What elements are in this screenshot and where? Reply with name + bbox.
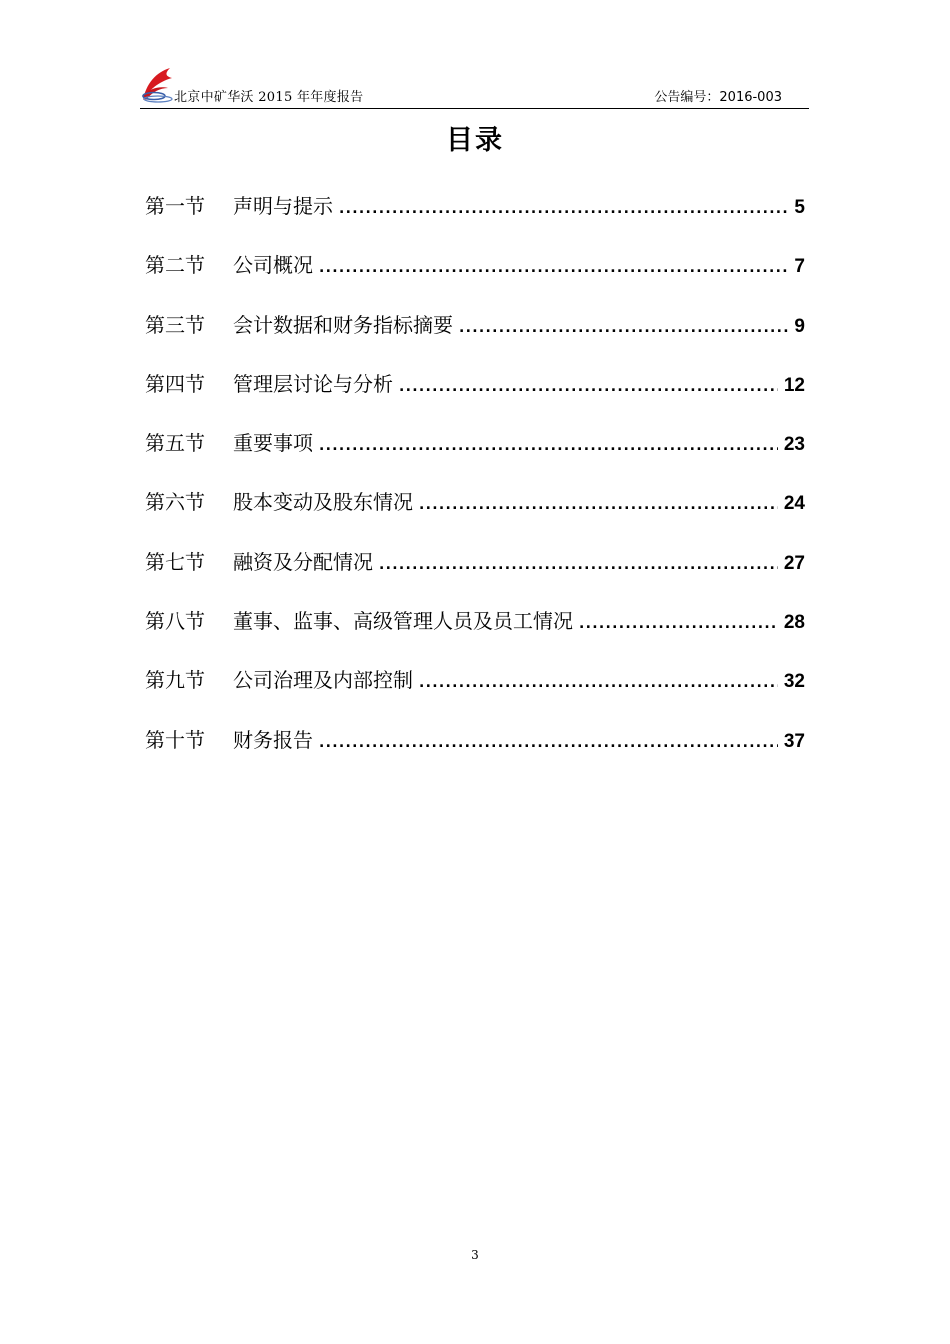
toc-entry[interactable] — [145, 605, 805, 664]
toc-entry[interactable] — [145, 546, 805, 605]
toc-entry[interactable] — [145, 368, 805, 427]
page-title: 目录 — [446, 125, 504, 156]
toc-section-title: 声明与提示 — [233, 194, 333, 218]
toc-page-number: 12 — [783, 374, 805, 396]
page-footer-number: 3 — [471, 1248, 479, 1262]
toc-dot-leader — [399, 380, 778, 394]
company-logo-icon — [140, 66, 176, 106]
toc-section-title: 董事、监事、高级管理人员及员工情况 — [233, 609, 573, 634]
toc-entry[interactable] — [145, 486, 805, 545]
toc-dot-leader — [339, 202, 788, 216]
toc-dot-leader — [319, 261, 788, 275]
toc-page-number: 24 — [783, 493, 805, 515]
toc-section-number: 第二节 — [145, 253, 205, 278]
toc-section-title: 股本变动及股东情况 — [233, 490, 413, 515]
toc-entry[interactable] — [145, 190, 805, 249]
toc-page-number: 27 — [783, 552, 805, 574]
toc-section-title: 管理层讨论与分析 — [233, 371, 393, 396]
toc-section-number: 第十节 — [145, 727, 205, 752]
toc-section-number: 第一节 — [145, 194, 205, 218]
toc-section-title: 公司治理及内部控制 — [233, 668, 413, 693]
toc-section-number: 第七节 — [145, 549, 205, 574]
toc-entry[interactable] — [145, 249, 805, 308]
toc-page-number: 37 — [783, 730, 805, 752]
toc-page-number: 32 — [783, 671, 805, 693]
toc-section-title: 会计数据和财务指标摘要 — [233, 312, 453, 337]
toc-entry[interactable] — [145, 427, 805, 486]
toc-section-number: 第八节 — [145, 609, 205, 634]
toc-section-title: 公司概况 — [233, 253, 313, 278]
toc-section-title: 财务报告 — [233, 727, 313, 752]
table-of-contents — [145, 190, 805, 783]
toc-dot-leader — [419, 498, 778, 512]
toc-dot-leader — [579, 617, 778, 631]
toc-dot-leader — [319, 736, 778, 750]
toc-section-number: 第四节 — [145, 371, 205, 396]
toc-entry[interactable] — [145, 664, 805, 723]
toc-section-number: 第九节 — [145, 668, 205, 693]
toc-section-number: 第三节 — [145, 312, 205, 337]
toc-section-title: 重要事项 — [233, 431, 313, 456]
toc-dot-leader — [319, 439, 778, 453]
page-header — [140, 66, 809, 109]
toc-page-number: 28 — [783, 612, 805, 634]
toc-entry[interactable] — [145, 724, 805, 783]
toc-dot-leader — [379, 558, 778, 572]
report-title-header: 北京中矿华沃 2015 年年度报告 — [174, 90, 364, 105]
toc-page-number: 5 — [794, 197, 805, 218]
announcement-number: 公告编号：2016-003 — [654, 90, 782, 105]
toc-section-number: 第六节 — [145, 490, 205, 515]
toc-dot-leader — [419, 676, 778, 690]
toc-dot-leader — [459, 321, 788, 335]
toc-section-title: 融资及分配情况 — [233, 549, 373, 574]
toc-entry[interactable] — [145, 309, 805, 368]
toc-page-number: 7 — [794, 256, 805, 278]
toc-page-number: 9 — [794, 315, 805, 337]
toc-section-number: 第五节 — [145, 431, 205, 456]
toc-page-number: 23 — [783, 434, 805, 456]
